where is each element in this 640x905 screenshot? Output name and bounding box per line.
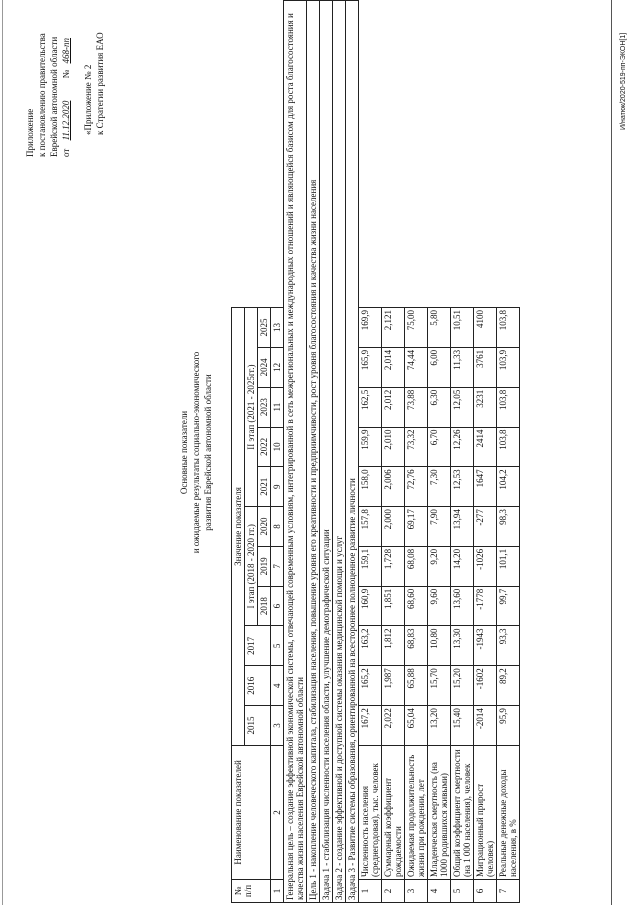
row-number: 4 — [428, 879, 451, 902]
row-value: -1943 — [474, 626, 497, 666]
appendix-date-line — [60, 33, 72, 157]
header-stage-2: II этап (2021 - 2025гг.) — [245, 308, 258, 507]
header-2020: 2020 — [258, 507, 271, 547]
spacer-cell — [497, 1, 520, 308]
row-number: 5 — [451, 879, 474, 902]
row-indicator-name: Миграционный прирост (человек) — [474, 745, 497, 879]
number-prefix: № — [61, 69, 71, 79]
colnum: 4 — [271, 666, 284, 706]
row-value: 160,9 — [359, 586, 382, 626]
date-value: 11.12.2020 — [61, 100, 71, 141]
row-value: 103,8 — [497, 387, 520, 427]
table-row — [451, 1, 474, 903]
colnum: 2 — [271, 745, 284, 879]
row-value: 6,70 — [428, 427, 451, 467]
table-row — [359, 1, 382, 903]
row-value: 69,17 — [405, 507, 428, 547]
top-edge-line — [2, 0, 3, 905]
row-value: 159,9 — [359, 427, 382, 467]
row-value: 7,90 — [428, 507, 451, 547]
row-number: 3 — [405, 879, 428, 902]
row-indicator-name: Численность населения (среднегодовая), тыс. человек — [359, 745, 382, 879]
header-2015: 2015 — [245, 706, 271, 746]
row-value: 65,88 — [405, 666, 428, 706]
row-value: -1778 — [474, 586, 497, 626]
table-row — [474, 1, 497, 903]
header-2017: 2017 — [245, 626, 271, 666]
spacer-cell — [382, 1, 405, 308]
colnum: 3 — [271, 706, 284, 746]
task1-row — [320, 1, 333, 903]
column-number-row — [271, 1, 284, 903]
row-value: 11,33 — [451, 347, 474, 387]
appendix-header — [24, 33, 72, 157]
row-value: 72,76 — [405, 467, 428, 507]
goal1-row — [307, 1, 320, 903]
task-1: Задача 1 - стабилизация численности населения области, улучшение демографической ситуации — [320, 1, 333, 903]
colnum: 13 — [271, 308, 284, 348]
row-value: 93,3 — [497, 626, 520, 666]
number-value: 468-пп — [61, 37, 71, 64]
row-value: 68,08 — [405, 546, 428, 586]
colnum: 8 — [271, 507, 284, 547]
row-value: 1,851 — [382, 586, 405, 626]
row-value: 3231 — [474, 387, 497, 427]
row-indicator-name: Младенческая смертность (на 1000 родившихся живыми) — [428, 745, 451, 879]
row-indicator-name: Ожидаемая продолжительность жизни при рождении, лет — [405, 745, 428, 879]
date-prefix: от — [61, 148, 71, 157]
row-value: 75,00 — [405, 308, 428, 348]
strategy-header — [82, 32, 106, 135]
row-value: 6,30 — [428, 387, 451, 427]
footer-code: И/натюк/2020-519-пп-ЭКОН[1] — [620, 32, 627, 130]
row-value: 9,60 — [428, 586, 451, 626]
row-value: 1,987 — [382, 666, 405, 706]
row-value: 95,9 — [497, 706, 520, 746]
row-value: 73,32 — [405, 427, 428, 467]
row-value: 169,9 — [359, 308, 382, 348]
row-value: 68,83 — [405, 626, 428, 666]
row-value: 104,2 — [497, 467, 520, 507]
colnum: 7 — [271, 546, 284, 586]
bottom-edge-line — [611, 0, 612, 905]
colnum: 12 — [271, 347, 284, 387]
header-values: Значение показателя — [232, 308, 245, 746]
row-value: 2,000 — [382, 507, 405, 547]
row-value: 157,8 — [359, 507, 382, 547]
task-2: Задача 2 - создание эффективной и доступной системы оказания медицинской помощи и услуг — [333, 1, 346, 903]
colnum: 1 — [271, 879, 284, 902]
row-value: 13,20 — [428, 706, 451, 746]
task-3: Задача 3 - Развитие системы образования, ориентированной на всестороннее полноценное развитие личности — [346, 1, 359, 903]
row-value: 12,26 — [451, 427, 474, 467]
colnum: 9 — [271, 467, 284, 507]
row-value: 1,812 — [382, 626, 405, 666]
row-value: 2,022 — [382, 706, 405, 746]
row-value: 2,010 — [382, 427, 405, 467]
row-value: 74,44 — [405, 347, 428, 387]
row-value: 15,70 — [428, 666, 451, 706]
spacer-cell — [474, 1, 497, 308]
row-value: 7,30 — [428, 467, 451, 507]
row-value: 101,1 — [497, 546, 520, 586]
colnum: 10 — [271, 427, 284, 467]
goal-1: Цель 1 - накопление человеческого капитала, стабилизация населения, повышение уровня его креативности и предприимчивости, рост уровня благосостояния и качества жизни населения — [307, 1, 320, 903]
row-value: 10,80 — [428, 626, 451, 666]
row-value: 162,5 — [359, 387, 382, 427]
title-line-3: развития Еврейской автономной области — [203, 374, 213, 531]
spacer-cell — [405, 1, 428, 308]
row-value: -1602 — [474, 666, 497, 706]
spacer-cell — [428, 1, 451, 308]
row-value: 1647 — [474, 467, 497, 507]
row-value: 13,30 — [451, 626, 474, 666]
general-goal: Генеральная цель – создание эффективной экономической системы, отвечающей современным условиям, интегрированной в сеть межрегиональных и международных отношений и являющейся базисом для роста благосостояния и качества жизни населения Еврейской автономной области — [284, 1, 307, 903]
row-value: 4100 — [474, 308, 497, 348]
row-number: 1 — [359, 879, 382, 902]
row-indicator-name: Общий коэффициент смертности (на 1 000 населения), человек — [451, 745, 474, 879]
goal-row — [284, 1, 307, 903]
row-value: 89,2 — [497, 666, 520, 706]
spacer-cell — [451, 1, 474, 308]
row-indicator-name: Суммарный коэффициент рождаемости — [382, 745, 405, 879]
header-2025: 2025 — [258, 308, 271, 348]
row-value: 10,51 — [451, 308, 474, 348]
row-value: 98,3 — [497, 507, 520, 547]
row-value: 14,20 — [451, 546, 474, 586]
data-rows — [359, 1, 520, 903]
row-number: 7 — [497, 879, 520, 902]
colnum: 11 — [271, 387, 284, 427]
row-value: -277 — [474, 507, 497, 547]
colnum: 6 — [271, 586, 284, 626]
table-row — [405, 1, 428, 903]
row-number: 2 — [382, 879, 405, 902]
header-2019: 2019 — [258, 546, 271, 586]
header-2016: 2016 — [245, 666, 271, 706]
row-value: 12,05 — [451, 387, 474, 427]
row-value: 3761 — [474, 347, 497, 387]
row-value: 103,8 — [497, 308, 520, 348]
row-value: 9,20 — [428, 546, 451, 586]
row-number: 6 — [474, 879, 497, 902]
document-title — [178, 0, 214, 905]
row-value: 2,006 — [382, 467, 405, 507]
header-spacer — [232, 1, 271, 308]
header-name: Наименование показателей — [232, 745, 271, 879]
row-value: 165,9 — [359, 347, 382, 387]
title-line-2: и ожидаемые результаты социально-экономического — [191, 351, 201, 554]
header-2021: 2021 — [258, 467, 271, 507]
strategy-line-2: к Стратегии развития ЕАО — [95, 32, 105, 135]
row-value: 159,1 — [359, 546, 382, 586]
header-num: № п/п — [232, 879, 271, 902]
row-value: 68,60 — [405, 586, 428, 626]
title-line-1: Основные показатели — [179, 410, 189, 495]
row-value: 99,7 — [497, 586, 520, 626]
row-value: 15,40 — [451, 706, 474, 746]
header-2018: 2018 — [258, 586, 271, 626]
row-value: 73,88 — [405, 387, 428, 427]
task3-row — [346, 1, 359, 903]
row-value: 65,04 — [405, 706, 428, 746]
row-indicator-name: Реальные денежные доходы населения, в % — [497, 745, 520, 879]
row-value: -2014 — [474, 706, 497, 746]
appendix-line-3: Еврейской автономной области — [49, 36, 59, 157]
row-value: 158,0 — [359, 467, 382, 507]
indicators-table — [231, 0, 520, 903]
row-value: 6,00 — [428, 347, 451, 387]
appendix-line-1: Приложение — [25, 108, 35, 157]
row-value: -1026 — [474, 546, 497, 586]
header-2024: 2024 — [258, 347, 271, 387]
row-value: 2,012 — [382, 387, 405, 427]
header-stage-1: I этап (2018 - 2020 гг.) — [245, 507, 258, 626]
header-row-1 — [232, 1, 245, 903]
colnum: 5 — [271, 626, 284, 666]
row-value: 12,53 — [451, 467, 474, 507]
header-2022: 2022 — [258, 427, 271, 467]
row-value: 165,2 — [359, 666, 382, 706]
row-value: 13,94 — [451, 507, 474, 547]
row-value: 5,80 — [428, 308, 451, 348]
header-2023: 2023 — [258, 387, 271, 427]
row-value: 163,2 — [359, 626, 382, 666]
row-value: 15,20 — [451, 666, 474, 706]
row-value: 1,728 — [382, 546, 405, 586]
row-value: 103,8 — [497, 427, 520, 467]
spacer-cell — [359, 1, 382, 308]
row-value: 2,014 — [382, 347, 405, 387]
table-row — [497, 1, 520, 903]
spacer-cell — [271, 1, 284, 308]
strategy-line-1: «Приложение № 2 — [83, 64, 93, 135]
row-value: 13,60 — [451, 586, 474, 626]
row-value: 103,9 — [497, 347, 520, 387]
appendix-line-2: к постановлению правительства — [37, 33, 47, 157]
row-value: 2414 — [474, 427, 497, 467]
table-row — [382, 1, 405, 903]
row-value: 167,2 — [359, 706, 382, 746]
row-value: 2,121 — [382, 308, 405, 348]
table-row — [428, 1, 451, 903]
task2-row — [333, 1, 346, 903]
